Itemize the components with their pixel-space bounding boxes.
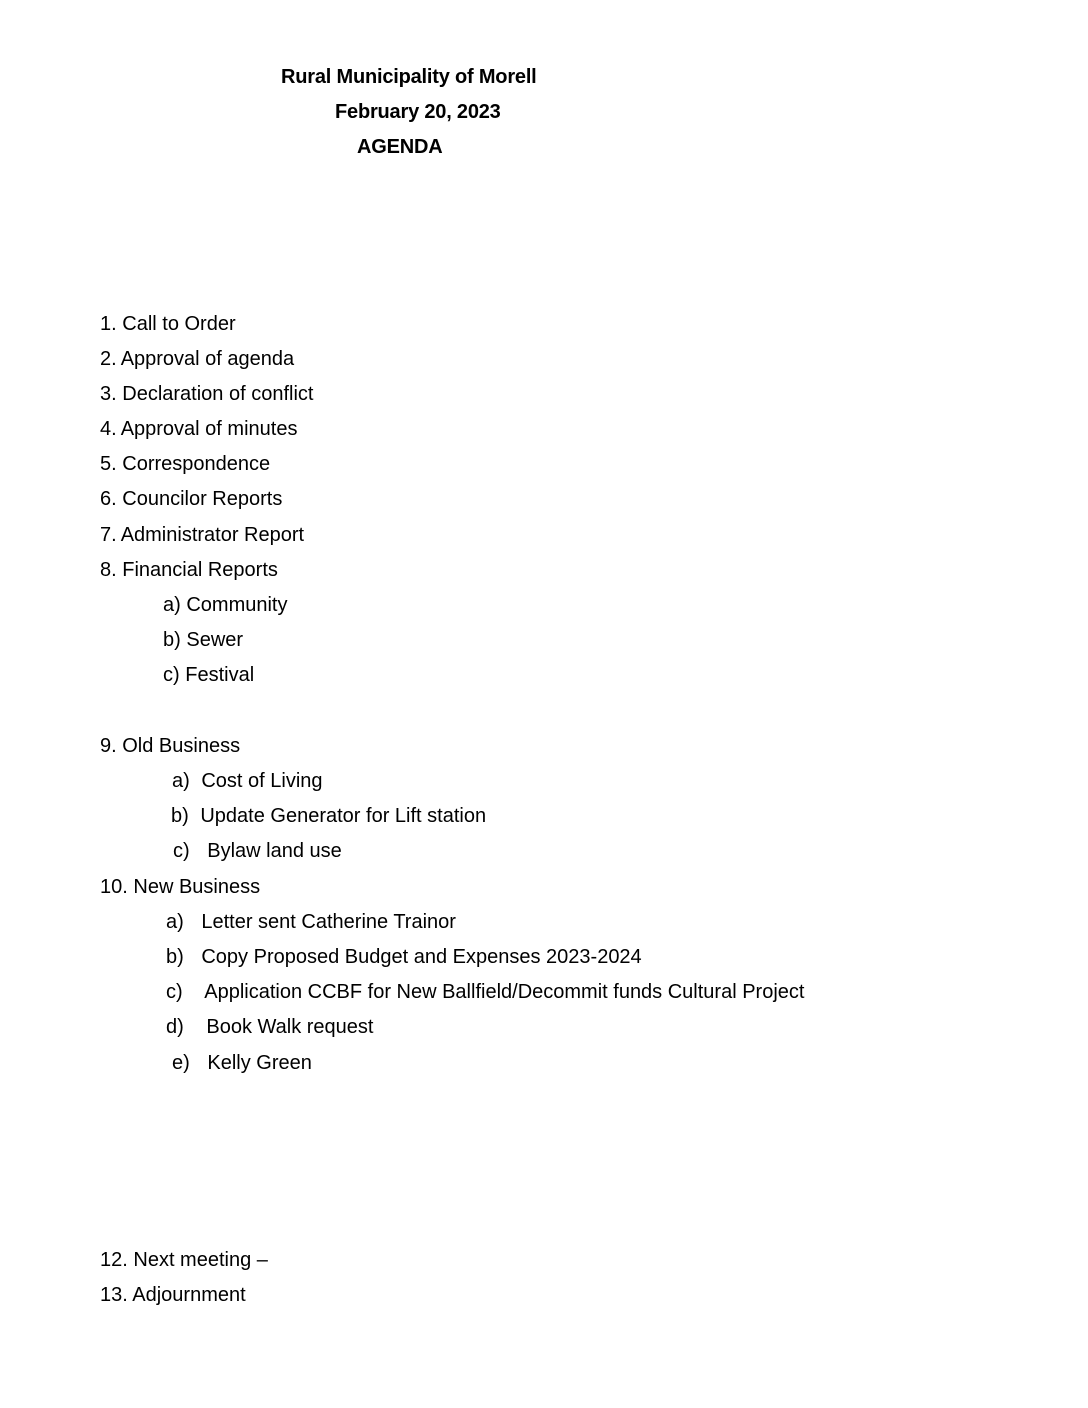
item-text: Approval of minutes [120,418,298,440]
item-text: Next meeting – [133,1249,268,1271]
sub-item-community [163,593,288,617]
item-number: 7. [100,524,117,546]
agenda-item-old-business [100,734,240,758]
item-text: Call to Order [122,313,236,335]
sub-item-festival [163,663,254,687]
sub-item-book-walk [166,1015,373,1039]
sub-item-update-generator [171,804,486,828]
item-text: Declaration of conflict [122,383,314,405]
sub-item-tag: a) [166,911,184,933]
item-text: Old Business [122,735,241,757]
agenda-item-new-business [100,875,260,899]
agenda-item-approval-of-minutes [100,417,297,441]
item-text: Financial Reports [122,559,278,581]
sub-item-bylaw-land-use [173,839,342,863]
sub-item-text: Bylaw land use [207,840,342,862]
sub-item-tag: e) [172,1052,190,1074]
item-number: 13. [100,1284,128,1306]
sub-item-proposed-budget [166,945,642,969]
item-number: 9. [100,735,117,757]
item-number: 10. [100,876,128,898]
sub-item-text: Book Walk request [206,1016,374,1038]
sub-item-text: Letter sent Catherine Trainor [201,911,456,933]
meeting-date: February 20, 2023 [335,101,501,123]
sub-item-tag: b) [163,629,181,651]
item-number: 12. [100,1249,128,1271]
sub-item-text: Sewer [186,629,244,651]
agenda-item-councilor-reports [100,487,282,511]
sub-item-sewer [163,628,243,652]
item-number: 6. [100,488,117,510]
item-number: 8. [100,559,117,581]
item-text: Administrator Report [120,524,305,546]
sub-item-text: Application CCBF for New Ballfield/Decommit funds Cultural Project [204,981,805,1003]
sub-item-text: Copy Proposed Budget and Expenses 2023-2024 [201,946,642,968]
sub-item-text: Community [186,594,288,616]
agenda-title: AGENDA [357,136,443,158]
item-text: Correspondence [122,453,271,475]
sub-item-tag: b) [166,946,184,968]
item-number: 5. [100,453,117,475]
municipality-name: Rural Municipality of Morell [281,66,537,88]
agenda-item-declaration-of-conflict [100,382,313,406]
item-number: 3. [100,383,117,405]
agenda-item-correspondence [100,452,270,476]
agenda-item-next-meeting [100,1248,268,1272]
sub-item-text: Cost of Living [201,770,323,792]
item-number: 4. [100,418,117,440]
sub-item-kelly-green [172,1051,312,1075]
sub-item-tag: c) [173,840,190,862]
sub-item-text: Festival [185,664,255,686]
sub-item-tag: d) [166,1016,184,1038]
agenda-item-financial-reports [100,558,278,582]
item-number: 1. [100,313,117,335]
sub-item-tag: c) [166,981,183,1003]
sub-item-text: Kelly Green [207,1052,312,1074]
agenda-item-call-to-order [100,312,236,336]
item-text: Councilor Reports [122,488,283,510]
sub-item-tag: b) [171,805,189,827]
sub-item-tag: a) [172,770,190,792]
sub-item-ccbf-application [166,980,804,1004]
item-number: 2. [100,348,117,370]
item-text: New Business [133,876,261,898]
sub-item-tag: a) [163,594,181,616]
item-text: Approval of agenda [120,348,295,370]
sub-item-cost-of-living [172,769,323,793]
sub-item-tag: c) [163,664,180,686]
agenda-item-adjournment [100,1283,246,1307]
agenda-item-approval-of-agenda [100,347,294,371]
item-text: Adjournment [132,1284,246,1306]
sub-item-letter-sent [166,910,456,934]
sub-item-text: Update Generator for Lift station [200,805,487,827]
agenda-item-administrator-report [100,523,304,547]
